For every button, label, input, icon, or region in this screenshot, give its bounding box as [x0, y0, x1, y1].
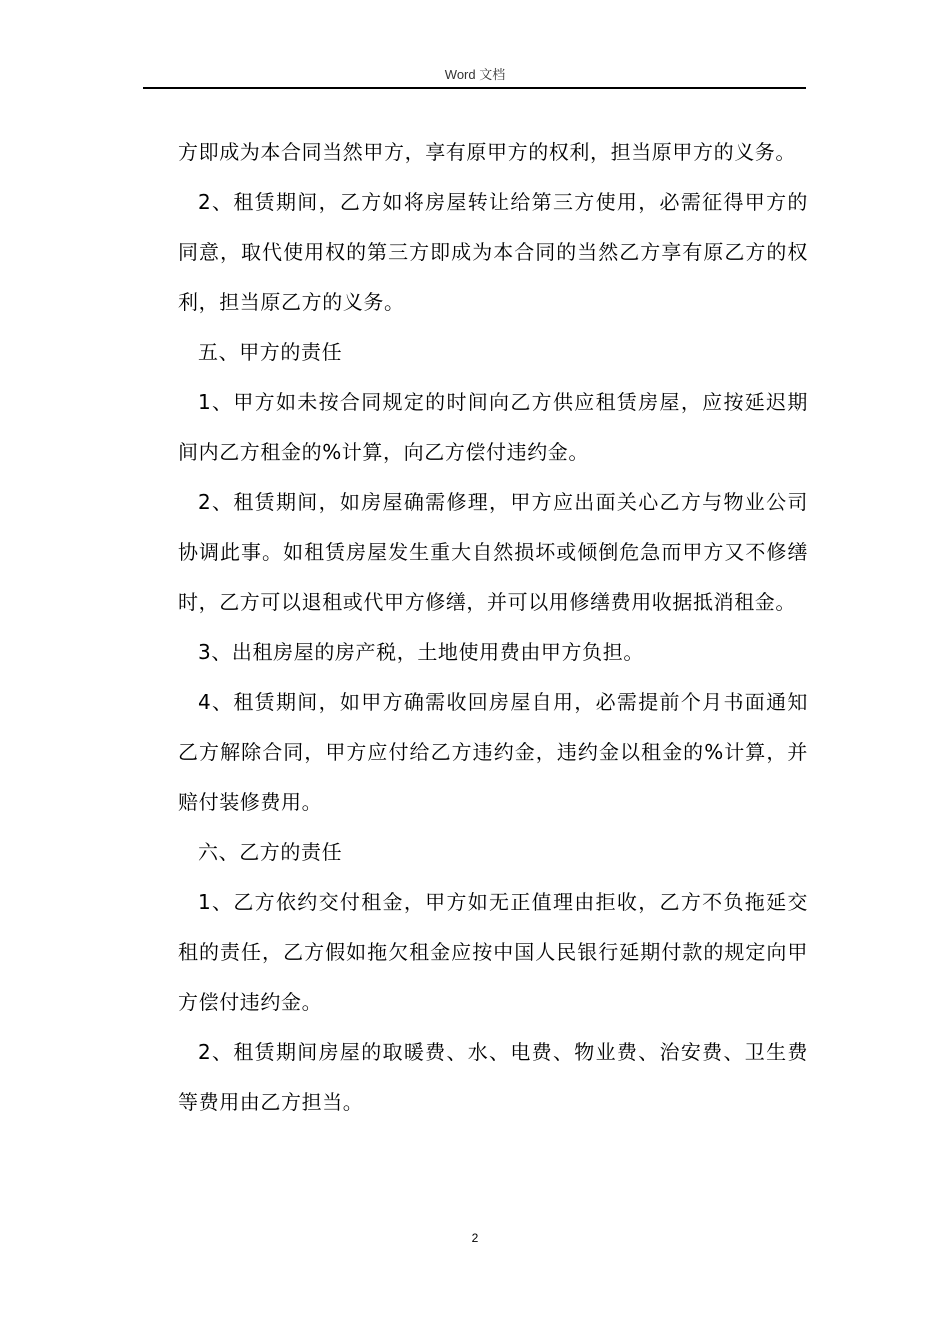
- paragraph-clause-b1: 1、乙方依约交付租金，甲方如无正值理由拒收，乙方不负拖延交租的责任，乙方假如拖欠租金应按中国人民银行延期付款的规定向甲方偿付违约金。: [178, 890, 808, 1014]
- paragraph-continuation: 方即成为本合同当然甲方，享有原甲方的权利，担当原甲方的义务。: [178, 140, 796, 164]
- paragraph-clause-sublease: 2、租赁期间，乙方如将房屋转让给第三方使用，必需征得甲方的同意，取代使用权的第三方即成为本合同的当然乙方享有原乙方的权利，担当原乙方的义务。: [178, 190, 808, 314]
- paragraph-clause-a4: 4、租赁期间，如甲方确需收回房屋自用，必需提前个月书面通知乙方解除合同，甲方应付给乙方违约金，违约金以租金的%计算，并赔付装修费用。: [178, 690, 808, 814]
- document-header-title: Word 文档: [444, 67, 506, 82]
- paragraph-clause-b2: 2、租赁期间房屋的取暖费、水、电费、物业费、治安费、卫生费等费用由乙方担当。: [178, 1040, 808, 1114]
- paragraph-clause-a1: 1、甲方如未按合同规定的时间向乙方供应租赁房屋，应按延迟期间内乙方租金的%计算，向乙方偿付违约金。: [178, 390, 808, 464]
- header-divider: [143, 87, 806, 89]
- section-heading-party-b: 六、乙方的责任: [198, 840, 343, 864]
- paragraph-clause-a2: 2、租赁期间，如房屋确需修理，甲方应出面关心乙方与物业公司协调此事。如租赁房屋发生重大自然损坏或倾倒危急而甲方又不修缮时，乙方可以退租或代甲方修缮，并可以用修缮费用收据抵消租金。: [178, 490, 808, 614]
- document-body: [178, 127, 808, 1127]
- paragraph-clause-a3: 3、出租房屋的房产税，土地使用费由甲方负担。: [198, 640, 644, 664]
- section-heading-party-a: 五、甲方的责任: [198, 340, 343, 364]
- page-number: 2: [471, 1231, 479, 1245]
